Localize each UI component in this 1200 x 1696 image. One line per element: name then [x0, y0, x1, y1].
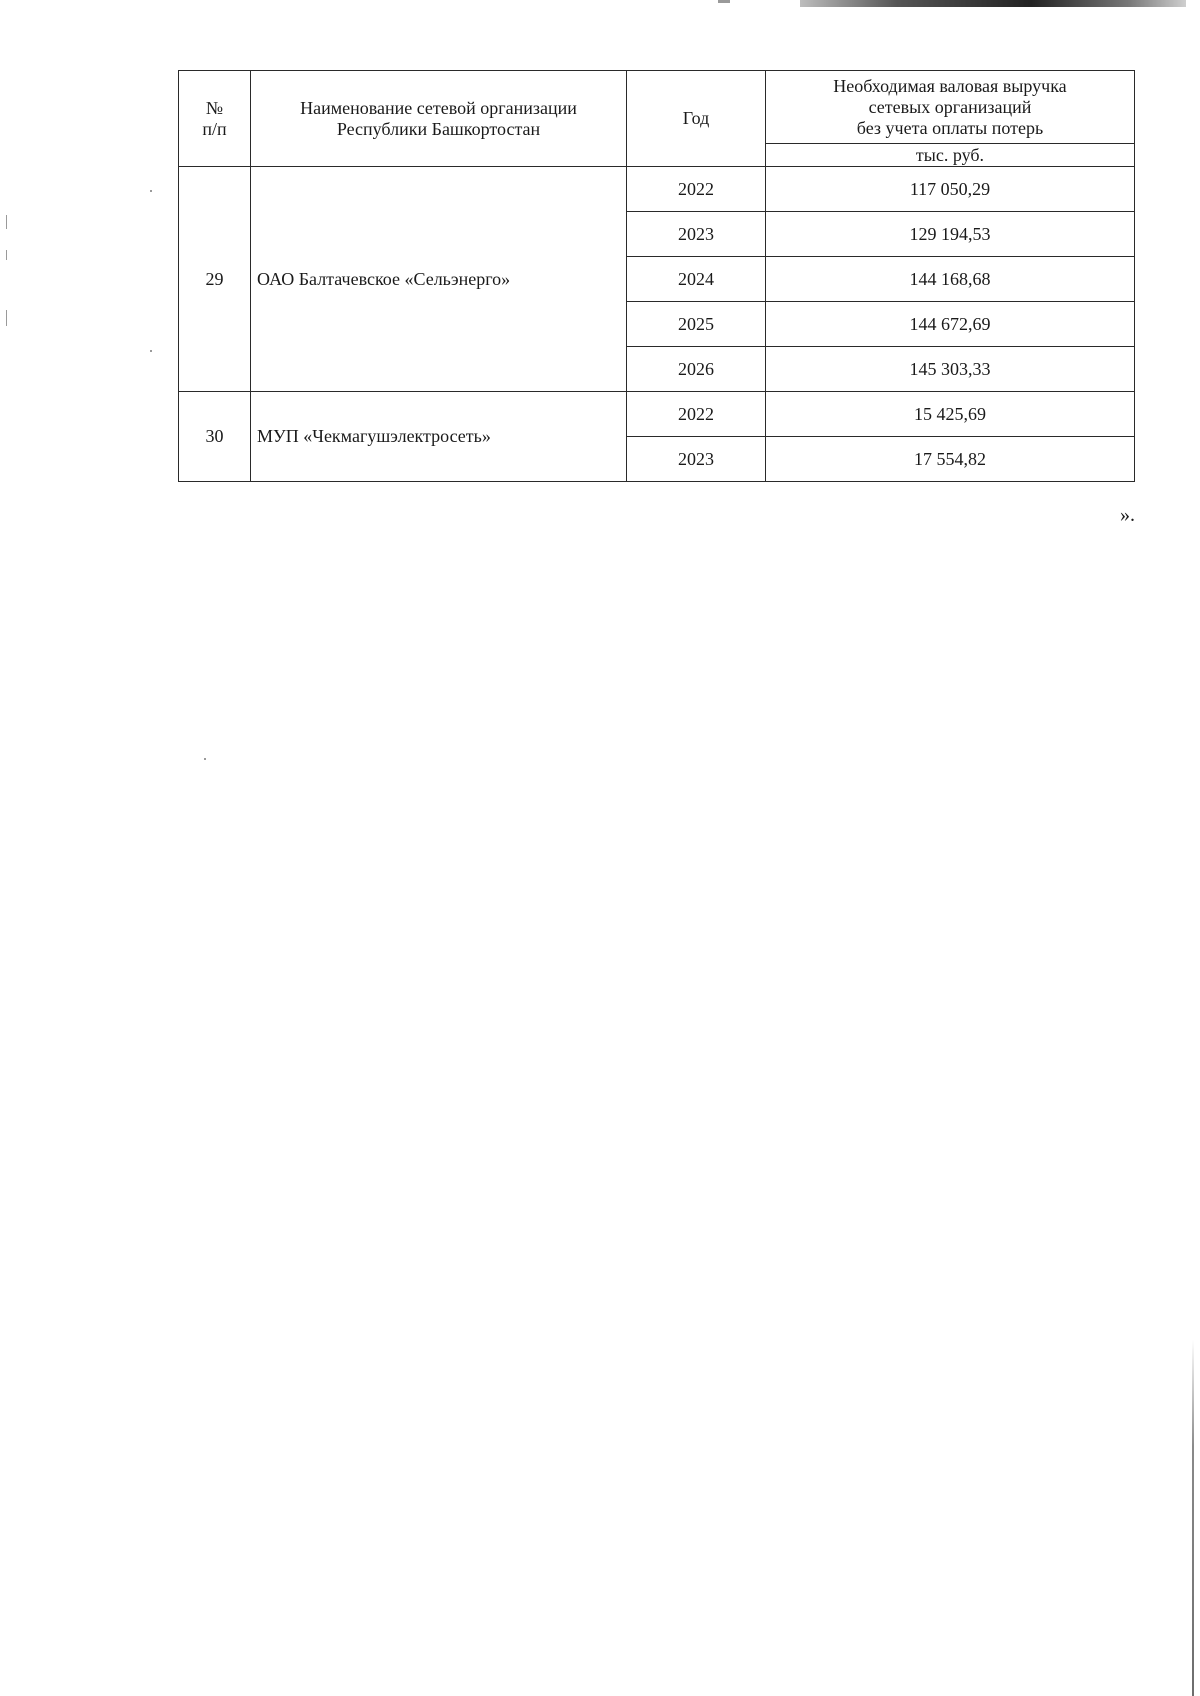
value-cell: 117 050,29 [766, 167, 1135, 212]
year-cell: 2022 [627, 167, 766, 212]
year-cell: 2024 [627, 257, 766, 302]
scan-speck [6, 310, 7, 326]
year-cell: 2026 [627, 347, 766, 392]
organization-name: МУП «Чекмагушэлектросеть» [251, 392, 627, 482]
header-name-line: Республики Башкортостан [336, 118, 541, 139]
header-value-line: без учета оплаты потерь [856, 117, 1044, 138]
header-num-line: п/п [202, 118, 227, 139]
year-cell: 2025 [627, 302, 766, 347]
header-unit: тыс. руб. [766, 144, 1135, 167]
organization-name: ОАО Балтачевское «Сельэнерго» [251, 167, 627, 392]
value-cell: 145 303,33 [766, 347, 1135, 392]
scan-edge-artifact [1192, 1340, 1194, 1696]
header-value [766, 71, 1135, 144]
header-num-line: № [205, 97, 224, 118]
scan-speck [6, 215, 7, 229]
header-row [179, 71, 1135, 144]
year-cell: 2022 [627, 392, 766, 437]
value-cell: 144 672,69 [766, 302, 1135, 347]
scan-speck [204, 758, 206, 760]
closing-quote-mark: ». [1120, 504, 1135, 526]
scan-speck [6, 250, 7, 260]
table-row [179, 392, 1135, 437]
revenue-table [178, 70, 1135, 482]
scan-edge-artifact [800, 0, 1186, 7]
year-cell: 2023 [627, 212, 766, 257]
value-cell: 129 194,53 [766, 212, 1135, 257]
scan-speck [150, 190, 152, 192]
header-name-line: Наименование сетевой организации [300, 97, 577, 118]
header-value-line: сетевых организаций [868, 96, 1032, 117]
value-cell: 17 554,82 [766, 437, 1135, 482]
table-row [179, 167, 1135, 212]
row-number: 29 [179, 167, 251, 392]
header-name [251, 71, 627, 167]
value-cell: 144 168,68 [766, 257, 1135, 302]
header-value-line: Необходимая валовая выручка [833, 75, 1067, 96]
row-number: 30 [179, 392, 251, 482]
header-num [179, 71, 251, 167]
year-cell: 2023 [627, 437, 766, 482]
scan-edge-artifact [718, 0, 730, 3]
value-cell: 15 425,69 [766, 392, 1135, 437]
scan-speck [150, 350, 152, 352]
header-year: Год [627, 71, 766, 167]
